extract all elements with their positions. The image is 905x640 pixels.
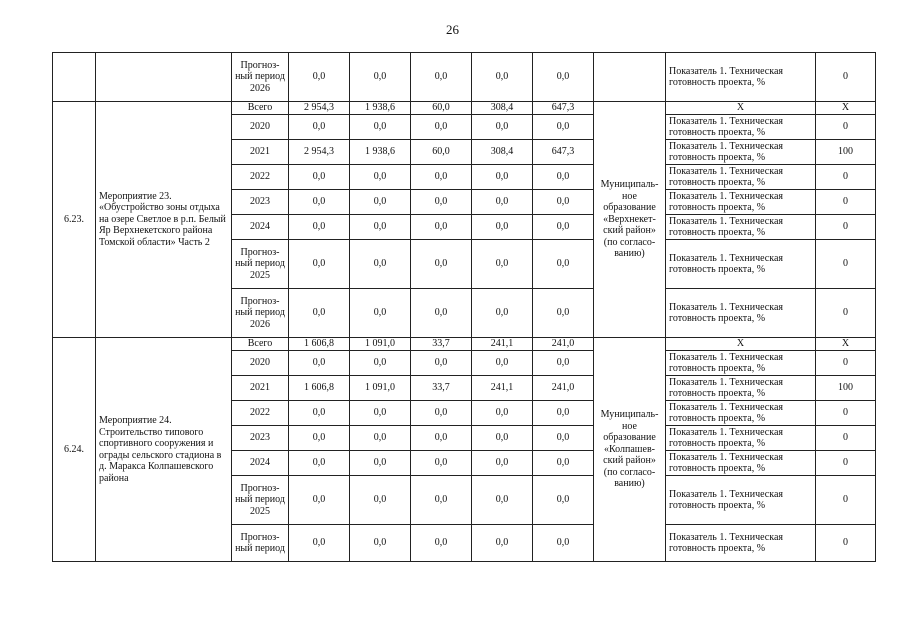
value-cell: 0,0 (350, 476, 411, 525)
value-cell: 0,0 (350, 115, 411, 140)
indicator-cell: Показатель 1. Техническая готовность проекта, % (666, 401, 816, 426)
indicator-value-cell: 0 (816, 190, 876, 215)
period-cell: 2023 (232, 190, 289, 215)
value-cell: 0,0 (533, 451, 594, 476)
event-title: Мероприятие 23. «Обустройство зоны отдыха на озере Светлое в р.п. Белый Яр Верхнекетского района Томской области» Часть 2 (96, 102, 232, 338)
indicator-value-cell: 0 (816, 351, 876, 376)
indicator-value-cell: X (816, 102, 876, 115)
indicator-value-cell: 0 (816, 426, 876, 451)
indicator-value-cell: 0 (816, 115, 876, 140)
program-table (52, 52, 876, 562)
value-cell: 0,0 (350, 289, 411, 338)
period-cell: Прогноз-ный период 2025 (232, 476, 289, 525)
period-cell: 2022 (232, 401, 289, 426)
value-cell: 0,0 (472, 351, 533, 376)
period-cell: Всего (232, 338, 289, 351)
value-cell: 0,0 (289, 451, 350, 476)
value-cell: 0,0 (350, 525, 411, 562)
value-cell: 0,0 (289, 525, 350, 562)
value-cell: 1 606,8 (289, 338, 350, 351)
event-cell (96, 53, 232, 102)
value-cell: 647,3 (533, 140, 594, 165)
value-cell: 0,0 (472, 115, 533, 140)
value-cell: 0,0 (350, 165, 411, 190)
value-cell: 0,0 (289, 476, 350, 525)
value-cell: 0,0 (472, 525, 533, 562)
period-cell: Всего (232, 102, 289, 115)
value-cell: 0,0 (350, 351, 411, 376)
table-row (53, 102, 876, 115)
value-cell: 0,0 (289, 289, 350, 338)
value-cell: 0,0 (472, 426, 533, 451)
value-cell: 0,0 (289, 215, 350, 240)
value-cell: 0,0 (472, 451, 533, 476)
value-cell: 2 954,3 (289, 140, 350, 165)
indicator-cell: Показатель 1. Техническая готовность проекта, % (666, 115, 816, 140)
value-cell: 0,0 (411, 426, 472, 451)
value-cell: 0,0 (472, 53, 533, 102)
value-cell: 2 954,3 (289, 102, 350, 115)
table-body (53, 53, 876, 562)
indicator-cell: Показатель 1. Техническая готовность проекта, % (666, 240, 816, 289)
value-cell: 60,0 (411, 102, 472, 115)
value-cell: 0,0 (533, 215, 594, 240)
indicator-value-cell: 100 (816, 376, 876, 401)
value-cell: 0,0 (289, 53, 350, 102)
indicator-value-cell: X (816, 338, 876, 351)
value-cell: 0,0 (533, 289, 594, 338)
period-cell: Прогноз-ный период (232, 525, 289, 562)
indicator-cell: Показатель 1. Техническая готовность проекта, % (666, 289, 816, 338)
value-cell: 33,7 (411, 338, 472, 351)
value-cell: 0,0 (350, 401, 411, 426)
indicator-cell: X (666, 102, 816, 115)
value-cell: 0,0 (533, 426, 594, 451)
period-cell: 2020 (232, 351, 289, 376)
indicator-value-cell: 0 (816, 165, 876, 190)
value-cell: 308,4 (472, 102, 533, 115)
period-cell: Прогноз-ный период 2026 (232, 53, 289, 102)
value-cell: 0,0 (411, 401, 472, 426)
value-cell: 0,0 (411, 476, 472, 525)
value-cell: 0,0 (533, 401, 594, 426)
indicator-cell: Показатель 1. Техническая готовность проекта, % (666, 215, 816, 240)
indicator-cell: Показатель 1. Техническая готовность проекта, % (666, 53, 816, 102)
value-cell: 0,0 (289, 401, 350, 426)
period-cell: 2022 (232, 165, 289, 190)
value-cell: 0,0 (533, 53, 594, 102)
value-cell: 0,0 (350, 53, 411, 102)
indicator-value-cell: 0 (816, 401, 876, 426)
value-cell: 0,0 (350, 190, 411, 215)
table-row (53, 338, 876, 351)
value-cell: 0,0 (289, 351, 350, 376)
indicator-cell: Показатель 1. Техническая готовность проекта, % (666, 525, 816, 562)
indicator-cell: X (666, 338, 816, 351)
value-cell: 0,0 (289, 190, 350, 215)
value-cell: 0,0 (533, 190, 594, 215)
value-cell: 241,1 (472, 376, 533, 401)
value-cell: 1 606,8 (289, 376, 350, 401)
indicator-value-cell: 0 (816, 53, 876, 102)
value-cell: 0,0 (289, 115, 350, 140)
indicator-cell: Показатель 1. Техническая готовность проекта, % (666, 190, 816, 215)
value-cell: 0,0 (472, 190, 533, 215)
value-cell: 0,0 (472, 476, 533, 525)
period-cell: Прогноз-ный период 2026 (232, 289, 289, 338)
value-cell: 0,0 (472, 289, 533, 338)
value-cell: 0,0 (411, 215, 472, 240)
value-cell: 0,0 (411, 165, 472, 190)
value-cell: 33,7 (411, 376, 472, 401)
value-cell: 0,0 (411, 351, 472, 376)
value-cell: 1 091,0 (350, 338, 411, 351)
period-cell: 2021 (232, 140, 289, 165)
executor-cell: Муниципаль-ное образование «Колпашев-ский район» (по согласо-ванию) (594, 338, 666, 562)
indicator-cell: Показатель 1. Техническая готовность проекта, % (666, 165, 816, 190)
indicator-value-cell: 0 (816, 240, 876, 289)
page-number: 26 (446, 22, 459, 37)
period-cell: 2021 (232, 376, 289, 401)
value-cell: 0,0 (533, 115, 594, 140)
value-cell: 0,0 (472, 401, 533, 426)
value-cell: 0,0 (533, 525, 594, 562)
value-cell: 241,1 (472, 338, 533, 351)
period-cell: 2024 (232, 215, 289, 240)
value-cell: 308,4 (472, 140, 533, 165)
value-cell: 0,0 (411, 451, 472, 476)
period-cell: 2023 (232, 426, 289, 451)
event-number: 6.24. (53, 338, 96, 562)
value-cell: 0,0 (350, 215, 411, 240)
value-cell: 1 091,0 (350, 376, 411, 401)
period-cell: 2020 (232, 115, 289, 140)
period-cell: Прогноз-ный период 2025 (232, 240, 289, 289)
value-cell: 0,0 (289, 165, 350, 190)
value-cell: 60,0 (411, 140, 472, 165)
value-cell: 0,0 (533, 165, 594, 190)
value-cell: 0,0 (533, 351, 594, 376)
number-cell (53, 53, 96, 102)
indicator-cell: Показатель 1. Техническая готовность проекта, % (666, 376, 816, 401)
value-cell: 0,0 (350, 240, 411, 289)
value-cell: 0,0 (411, 525, 472, 562)
indicator-cell: Показатель 1. Техническая готовность проекта, % (666, 451, 816, 476)
value-cell: 0,0 (411, 190, 472, 215)
value-cell: 0,0 (533, 476, 594, 525)
indicator-value-cell: 0 (816, 289, 876, 338)
value-cell: 241,0 (533, 376, 594, 401)
value-cell: 0,0 (472, 240, 533, 289)
value-cell: 0,0 (411, 289, 472, 338)
indicator-cell: Показатель 1. Техническая готовность проекта, % (666, 351, 816, 376)
period-cell: 2024 (232, 451, 289, 476)
table-row (53, 53, 876, 102)
value-cell: 0,0 (289, 240, 350, 289)
value-cell: 0,0 (289, 426, 350, 451)
indicator-cell: Показатель 1. Техническая готовность проекта, % (666, 426, 816, 451)
value-cell: 1 938,6 (350, 102, 411, 115)
indicator-value-cell: 0 (816, 215, 876, 240)
executor-cell: Муниципаль-ное образование «Верхнекет-ский район» (по согласо-ванию) (594, 102, 666, 338)
value-cell: 647,3 (533, 102, 594, 115)
indicator-value-cell: 0 (816, 525, 876, 562)
executor-cell (594, 53, 666, 102)
indicator-value-cell: 0 (816, 451, 876, 476)
value-cell: 241,0 (533, 338, 594, 351)
value-cell: 0,0 (411, 115, 472, 140)
indicator-value-cell: 100 (816, 140, 876, 165)
value-cell: 1 938,6 (350, 140, 411, 165)
value-cell: 0,0 (350, 451, 411, 476)
event-title: Мероприятие 24. Строительство типового спортивного сооружения и ограды сельского стадиона в д. Маракса Колпашевского района (96, 338, 232, 562)
value-cell: 0,0 (472, 165, 533, 190)
value-cell: 0,0 (411, 53, 472, 102)
value-cell: 0,0 (411, 240, 472, 289)
indicator-cell: Показатель 1. Техническая готовность проекта, % (666, 476, 816, 525)
value-cell: 0,0 (533, 240, 594, 289)
indicator-cell: Показатель 1. Техническая готовность проекта, % (666, 140, 816, 165)
value-cell: 0,0 (472, 215, 533, 240)
value-cell: 0,0 (350, 426, 411, 451)
event-number: 6.23. (53, 102, 96, 338)
indicator-value-cell: 0 (816, 476, 876, 525)
